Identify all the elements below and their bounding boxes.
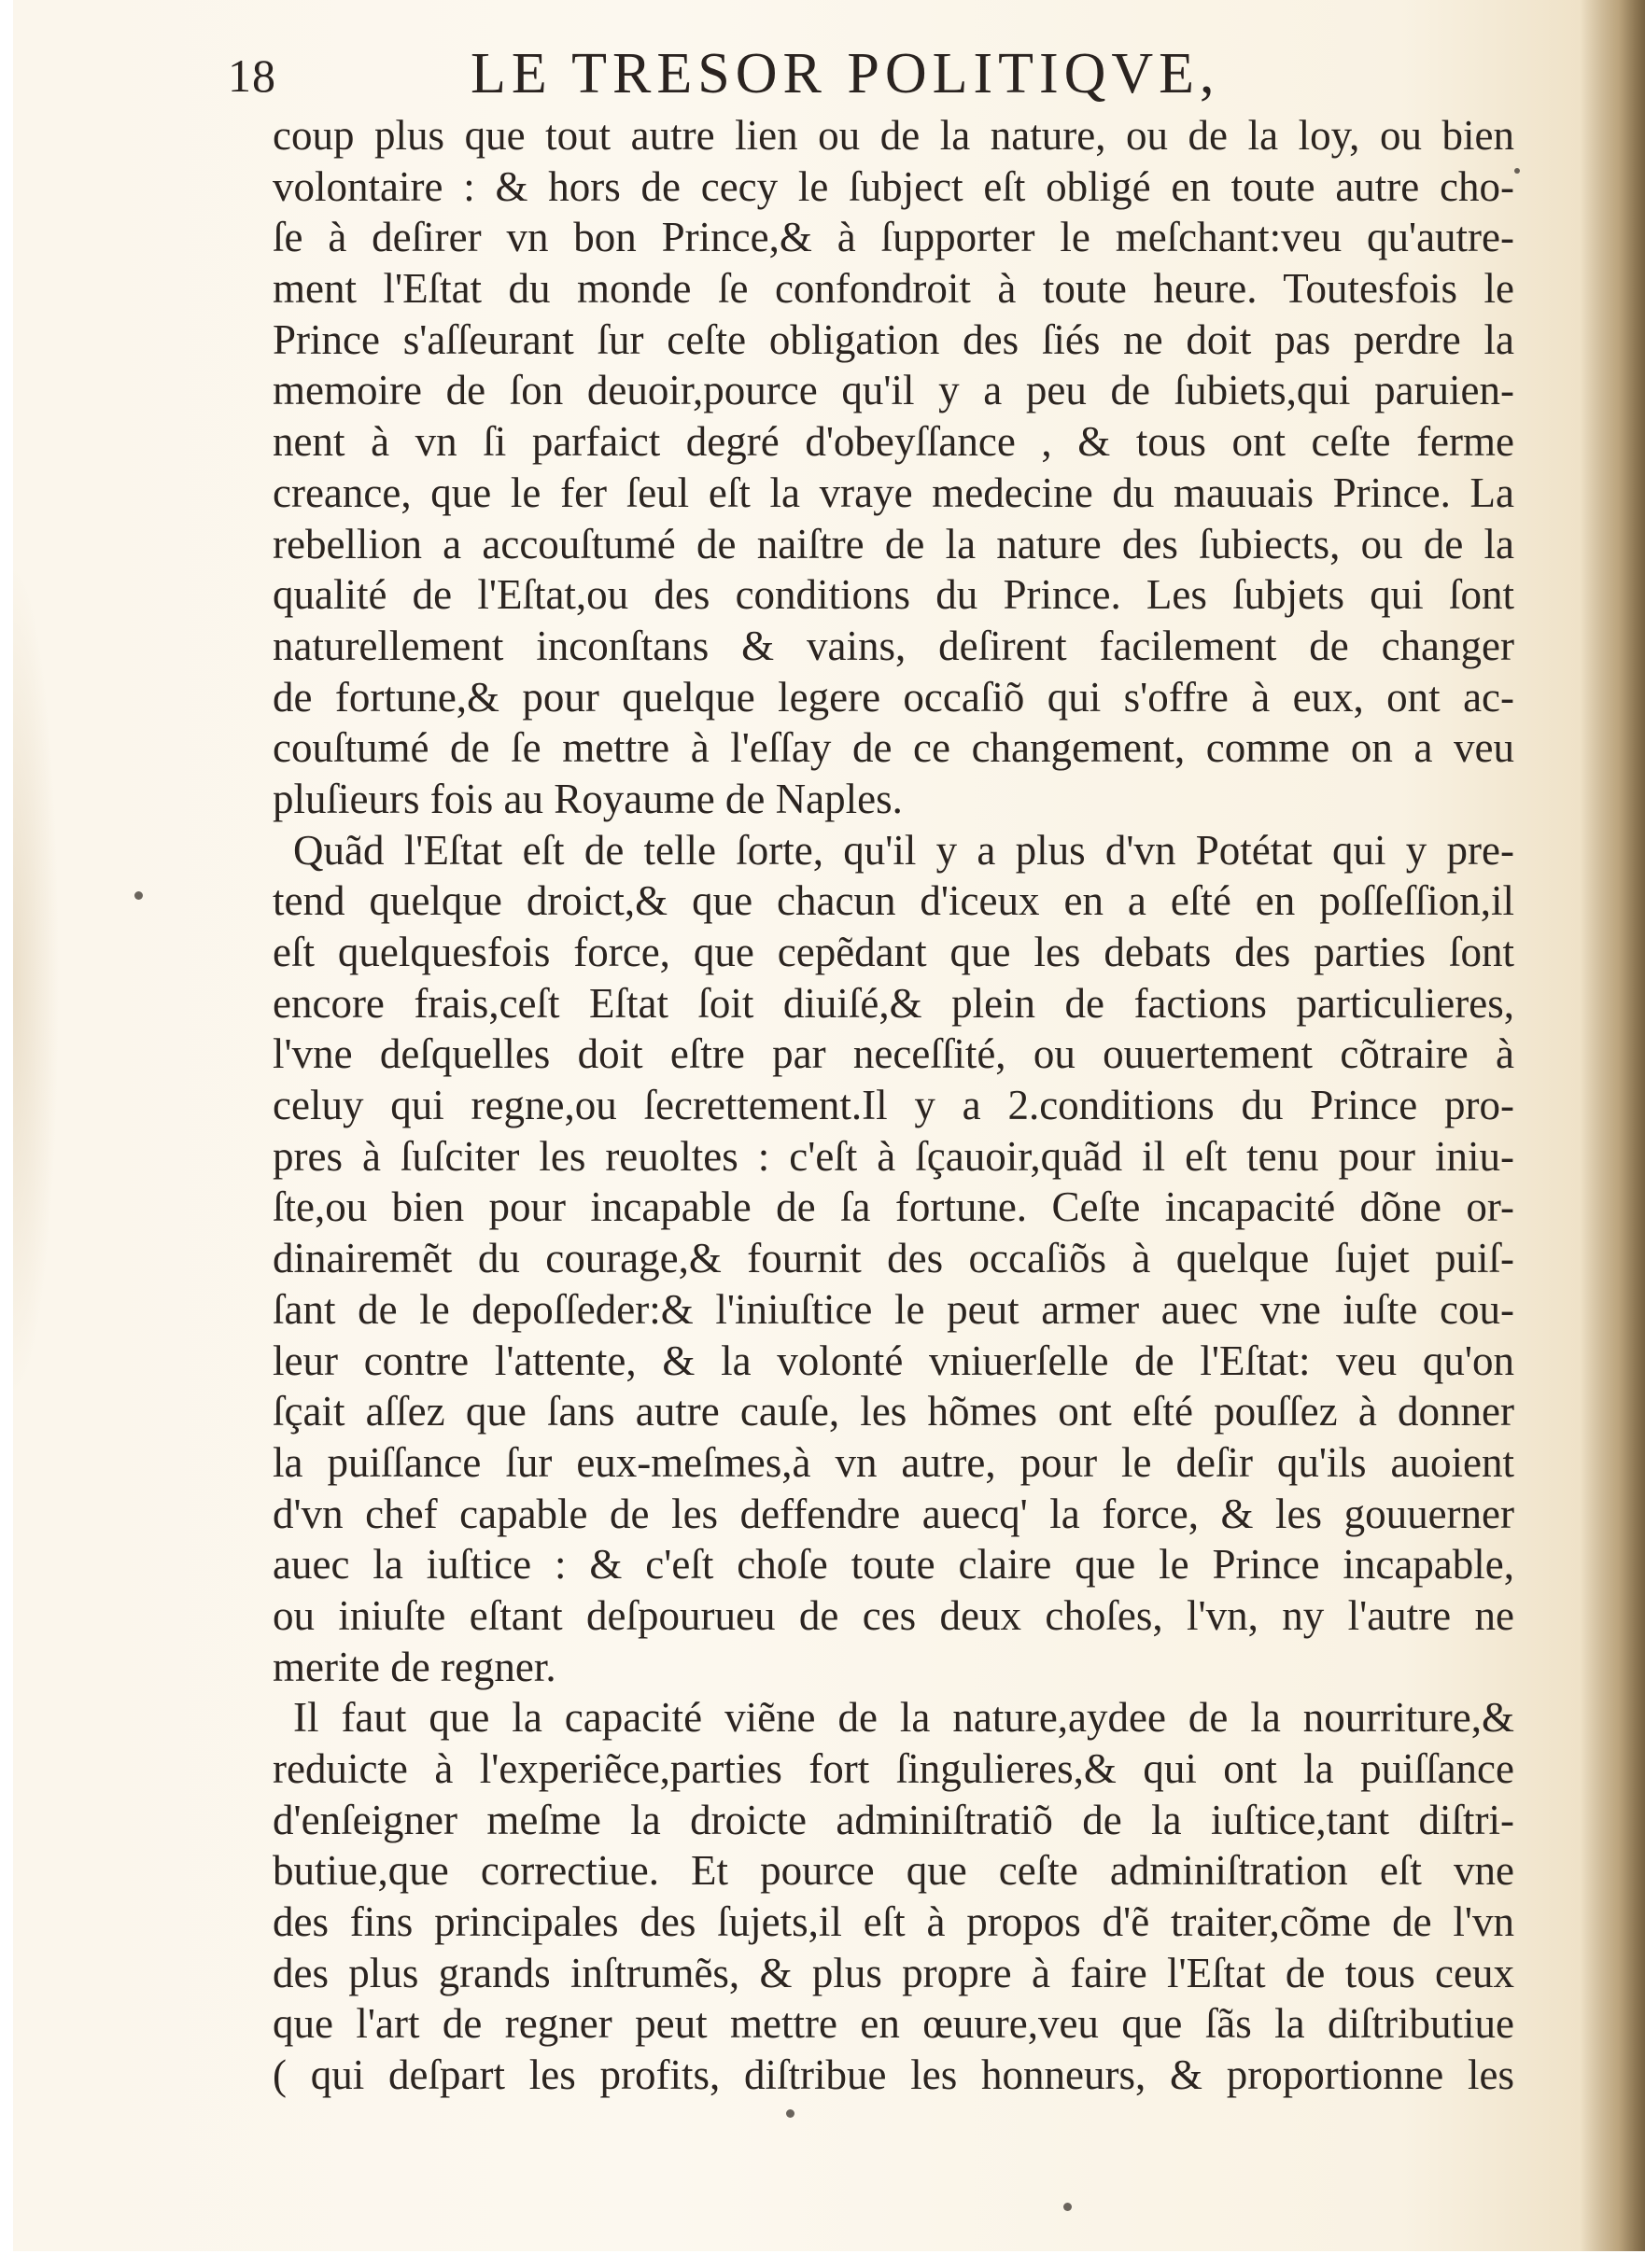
text-line: Quãd l'Eſtat eſt de telle ſorte, qu'il y a plus d'vn Potétat qui y pre- — [293, 826, 1514, 874]
text-line: des plus grands inſtrumẽs, & plus propre à faire l'Eſtat de tous ceux — [273, 1949, 1514, 1996]
text-line: ſe à deſirer vn bon Prince,& à ſupporter le meſchant:veu qu'autre- — [273, 214, 1514, 261]
text-line: tend quelque droict,& que chacun d'iceux en a eſté en poſſeſſion,il — [273, 877, 1514, 925]
ink-speck — [134, 891, 143, 900]
text-line: l'vne deſquelles doit eſtre par neceſſité, ou ouuertement cõtraire à — [273, 1030, 1514, 1078]
paragraph — [273, 1692, 1514, 2101]
text-line: ſte,ou bien pour incapable de ſa fortune. Ceſte incapacité dõne or- — [273, 1183, 1514, 1231]
text-line: merite de regner. — [273, 1643, 556, 1690]
paper-stain — [13, 560, 60, 1400]
ink-speck — [1063, 2203, 1072, 2211]
text-line: ſçait aſſez que ſans autre cauſe, les hõmes ont eſté pouſſez à donner — [273, 1388, 1514, 1435]
ink-speck — [1514, 168, 1520, 174]
body-text — [273, 110, 1514, 2101]
running-title: LE TRESOR POLITIQVE, — [471, 42, 1220, 105]
text-line: ment l'Eſtat du monde ſe confondroit à toute heure. Toutesfois le — [273, 265, 1514, 313]
paragraph — [273, 825, 1514, 1693]
text-line: dinairemẽt du courage,& fournit des occaſiõs à quelque ſujet puiſ- — [273, 1235, 1514, 1282]
page-header — [228, 37, 1488, 121]
text-line: que l'art de regner peut mettre en œuure,veu que ſãs la diſtributiue — [273, 2000, 1514, 2048]
page-number: 18 — [228, 49, 276, 102]
binding-gutter-shadow — [1580, 0, 1645, 2251]
text-line: Il faut que la capacité viẽne de la nature,aydee de la nourriture,& — [293, 1694, 1514, 1742]
text-line: auec la iuſtice : & c'eſt choſe toute claire que le Prince incapable, — [273, 1541, 1514, 1589]
text-line: qualité de l'Eſtat,ou des conditions du Prince. Les ſubjets qui ſont — [273, 571, 1514, 619]
text-line: volontaire : & hors de cecy le ſubject eſt obligé en toute autre cho- — [273, 162, 1514, 210]
text-line: couſtumé de ſe mettre à l'eſſay de ce changement, comme on a veu — [273, 724, 1514, 772]
book-page — [13, 0, 1645, 2251]
text-line: rebellion a accouſtumé de naiſtre de la nature des ſubiects, ou de la — [273, 520, 1514, 567]
text-line: ſant de le depoſſeder:& l'iniuſtice le peut armer auec vne iuſte cou- — [273, 1285, 1514, 1333]
text-line: d'vn chef capable de les deffendre auecq' la force, & les gouuerner — [273, 1490, 1514, 1537]
text-line: coup plus que tout autre lien ou de la nature, ou de la loy, ou bien — [273, 112, 1514, 159]
text-line: pres à ſuſciter les reuoltes : c'eſt à ſçauoir,quãd il eſt tenu pour iniu- — [273, 1132, 1514, 1180]
text-line: naturellement inconſtans & vains, deſirent facilement de changer — [273, 622, 1514, 669]
text-line: reduicte à l'experiẽce,parties fort ſingulieres,& qui ont la puiſſance — [273, 1745, 1514, 1792]
text-line: butiue,que correctiue. Et pource que ceſte adminiſtration eſt vne — [273, 1847, 1514, 1895]
text-line: encore frais,ceſt Eſtat ſoit diuiſé,& plein de factions particulieres, — [273, 979, 1514, 1027]
text-line: leur contre l'attente, & la volonté vniuerſelle de l'Eſtat: veu qu'on — [273, 1337, 1514, 1384]
text-line: ou iniuſte eſtant deſpourueu de ces deux choſes, l'vn, ny l'autre ne — [273, 1591, 1514, 1639]
text-line: d'enſeigner meſme la droicte adminiſtratiõ de la iuſtice,tant diſtri- — [273, 1796, 1514, 1843]
text-line: nent à vn ſi parfaict degré d'obeyſſance , & tous ont ceſte ferme — [273, 418, 1514, 466]
text-line: pluſieurs fois au Royaume de Naples. — [273, 775, 903, 822]
text-line: de fortune,& pour quelque legere occaſiõ qui s'offre à eux, ont ac- — [273, 673, 1514, 721]
text-line: celuy qui regne,ou ſecrettement.Il y a 2.conditions du Prince pro- — [273, 1082, 1514, 1129]
text-line: creance, que le fer ſeul eſt la vraye medecine du mauuais Prince. La — [273, 469, 1514, 516]
paragraph — [273, 110, 1514, 825]
text-line: memoire de ſon deuoir,pource qu'il y a peu de ſubiets,qui paruien- — [273, 367, 1514, 414]
text-line: eſt quelquesfois force, que cepẽdant que les debats des parties ſont — [273, 929, 1514, 975]
text-line: ( qui deſpart les profits, diſtribue les honneurs, & proportionne les — [273, 2051, 1514, 2099]
text-line: la puiſſance ſur eux-meſmes,à vn autre, pour le deſir qu'ils auoient — [273, 1438, 1514, 1486]
text-line: des fins principales des ſujets,il eſt à propos d'ẽ traiter,cõme de l'vn — [273, 1898, 1514, 1946]
text-line: Prince s'aſſeurant ſur ceſte obligation des ſiés ne doit pas perdre la — [273, 315, 1514, 363]
ink-speck — [786, 2109, 794, 2118]
